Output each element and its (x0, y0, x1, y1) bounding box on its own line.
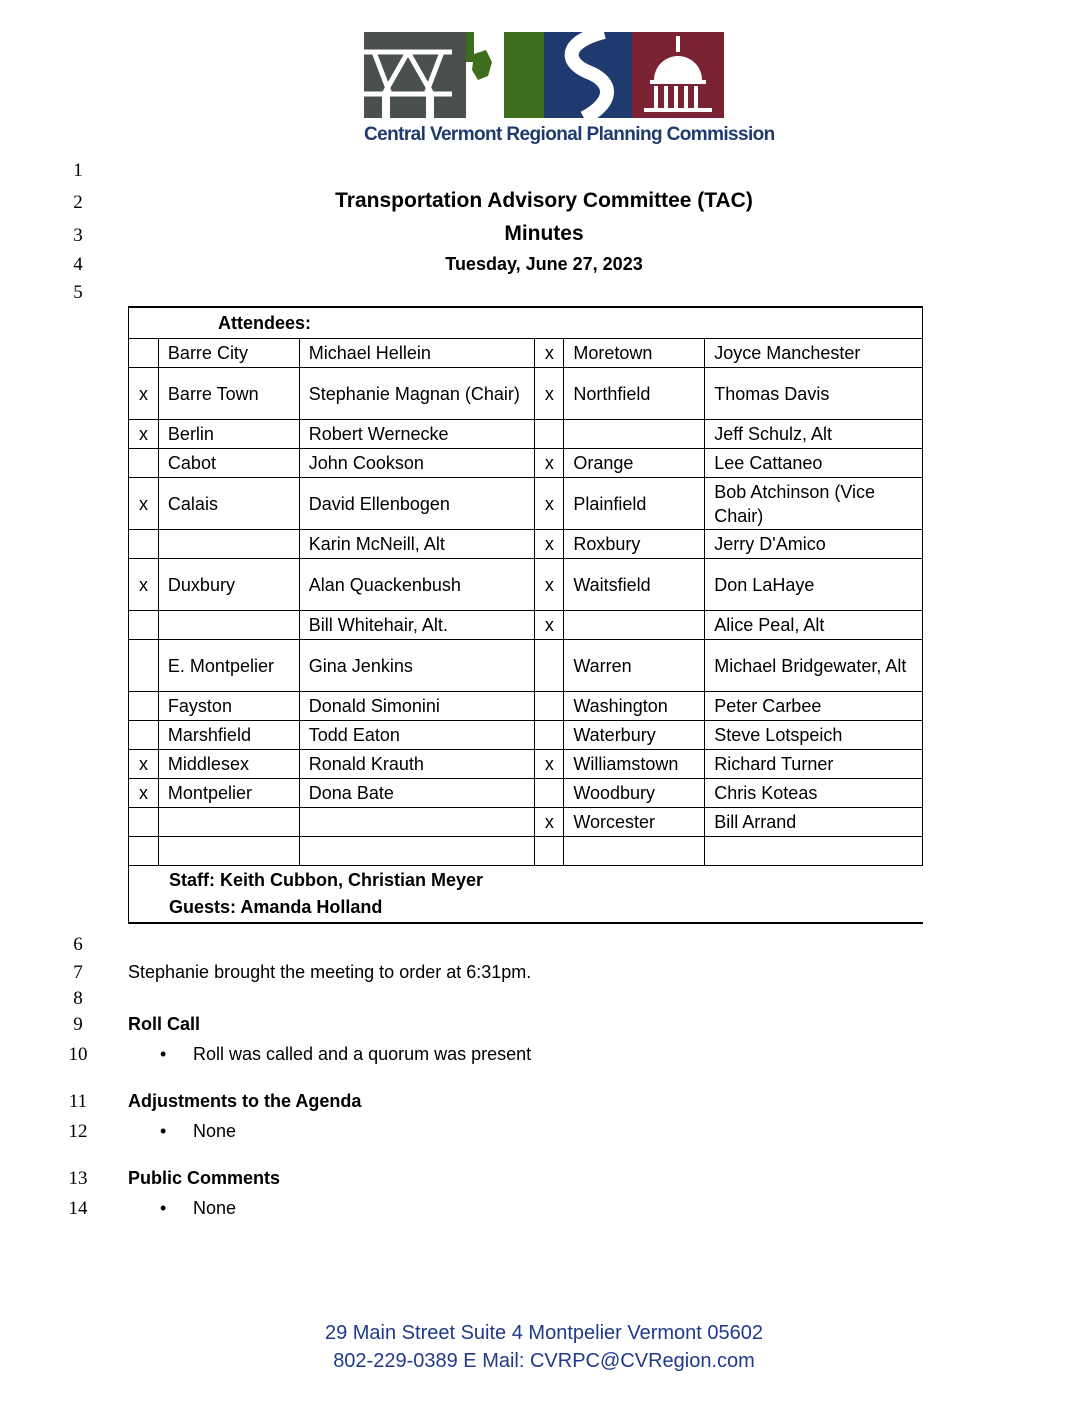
line-number: 14 (68, 1198, 88, 1219)
member-name: Bill Arrand (705, 808, 923, 837)
member-name: Bill Whitehair, Alt. (299, 611, 535, 640)
present-mark (129, 640, 159, 692)
vermont-map-tile (452, 32, 544, 118)
present-mark: x (535, 750, 564, 779)
present-mark: x (535, 339, 564, 368)
present-mark: x (129, 478, 159, 530)
member-name: John Cookson (299, 449, 535, 478)
table-row (129, 559, 923, 611)
bullet-icon: • (160, 1044, 167, 1064)
present-mark (129, 339, 159, 368)
member-name: Richard Turner (705, 750, 923, 779)
present-mark (129, 837, 159, 866)
line-number: 13 (68, 1168, 88, 1189)
footer-address: 29 Main Street Suite 4 Montpelier Vermont 05602 (324, 1322, 764, 1344)
footer-contact: 802-229-0389 E Mail: CVRPC@CVRegion.com (333, 1350, 755, 1372)
org-name: Central Vermont Regional Planning Commission (364, 124, 775, 145)
line-number: 2 (73, 192, 83, 213)
town-name: Waterbury (564, 721, 705, 750)
town-name: Northfield (564, 368, 705, 420)
present-mark: x (535, 530, 564, 559)
town-name: Orange (564, 449, 705, 478)
town-name (564, 837, 705, 866)
present-mark (535, 837, 564, 866)
member-name: Thomas Davis (705, 368, 923, 420)
member-name: Michael Hellein (299, 339, 535, 368)
staff-list: Staff: Keith Cubbon, Christian Meyer (169, 870, 484, 890)
line-number: 9 (73, 1014, 83, 1035)
table-row (129, 750, 923, 779)
member-name: Dona Bate (299, 779, 535, 808)
town-name: Woodbury (564, 779, 705, 808)
section-heading-roll-call: Roll Call (128, 1014, 201, 1034)
table-row (129, 611, 923, 640)
present-mark: x (535, 449, 564, 478)
town-name: Fayston (158, 692, 299, 721)
town-name (564, 611, 705, 640)
town-name: Roxbury (564, 530, 705, 559)
table-row (129, 692, 923, 721)
present-mark (535, 640, 564, 692)
present-mark (129, 692, 159, 721)
member-name: Lee Cattaneo (705, 449, 923, 478)
member-name: Joyce Manchester (705, 339, 923, 368)
section-heading-public-comments: Public Comments (128, 1168, 281, 1188)
present-mark: x (535, 559, 564, 611)
present-mark (535, 721, 564, 750)
present-mark: x (129, 420, 159, 449)
town-name: Worcester (564, 808, 705, 837)
meeting-date: Tuesday, June 27, 2023 (445, 254, 643, 274)
bridge-tile (364, 32, 452, 118)
town-name: Moretown (564, 339, 705, 368)
line-number: 1 (73, 160, 83, 181)
present-mark: x (129, 368, 159, 420)
bullet-text: None (193, 1198, 237, 1218)
capitol-tile (632, 32, 724, 118)
town-name: Berlin (158, 420, 299, 449)
member-name: Jeff Schulz, Alt (705, 420, 923, 449)
table-row (129, 368, 923, 420)
line-number: 12 (68, 1121, 88, 1142)
present-mark (535, 692, 564, 721)
line-number: 5 (73, 282, 83, 303)
member-name: Karin McNeill, Alt (299, 530, 535, 559)
member-name: Chris Koteas (705, 779, 923, 808)
opening-statement: Stephanie brought the meeting to order at 6:31pm. (128, 962, 532, 982)
member-name: Peter Carbee (705, 692, 923, 721)
town-name: Williamstown (564, 750, 705, 779)
bullet-text: Roll was called and a quorum was present (193, 1044, 532, 1064)
present-mark (535, 420, 564, 449)
table-row (129, 449, 923, 478)
town-name: Middlesex (158, 750, 299, 779)
town-name: Barre Town (158, 368, 299, 420)
section-heading-adjustments: Adjustments to the Agenda (128, 1091, 362, 1111)
present-mark: x (129, 559, 159, 611)
present-mark: x (129, 750, 159, 779)
member-name: Stephanie Magnan (Chair) (299, 368, 535, 420)
member-name (705, 837, 923, 866)
town-name: Cabot (158, 449, 299, 478)
member-name: Don LaHaye (705, 559, 923, 611)
town-name: Calais (158, 478, 299, 530)
present-mark (535, 779, 564, 808)
member-name: Gina Jenkins (299, 640, 535, 692)
present-mark (129, 721, 159, 750)
line-number: 3 (73, 225, 83, 246)
line-number: 4 (73, 254, 83, 275)
line-number: 11 (68, 1091, 88, 1112)
document-title: Transportation Advisory Committee (TAC) (335, 189, 753, 212)
town-name: E. Montpelier (158, 640, 299, 692)
member-name: Steve Lotspeich (705, 721, 923, 750)
town-name: Washington (564, 692, 705, 721)
table-row (129, 721, 923, 750)
town-name: Waitsfield (564, 559, 705, 611)
line-number: 6 (73, 934, 83, 955)
present-mark (129, 449, 159, 478)
bullet-text: None (193, 1121, 237, 1141)
list-item (160, 1044, 531, 1065)
member-name: Alice Peal, Alt (705, 611, 923, 640)
member-name: David Ellenbogen (299, 478, 535, 530)
bullet-icon: • (160, 1121, 167, 1141)
present-mark: x (535, 611, 564, 640)
town-name: Marshfield (158, 721, 299, 750)
table-row (129, 339, 923, 368)
town-name: Plainfield (564, 478, 705, 530)
member-name: Donald Simonini (299, 692, 535, 721)
list-item (160, 1198, 236, 1219)
member-name: Ronald Krauth (299, 750, 535, 779)
table-row (129, 530, 923, 559)
table-row (129, 837, 923, 866)
guests-list: Guests: Amanda Holland (169, 897, 383, 917)
present-mark: x (535, 808, 564, 837)
present-mark: x (535, 368, 564, 420)
line-number: 10 (68, 1044, 88, 1065)
member-name: Jerry D'Amico (705, 530, 923, 559)
cvrpc-logo (364, 32, 775, 152)
table-row (129, 478, 923, 530)
member-name (299, 837, 535, 866)
member-name: Michael Bridgewater, Alt (705, 640, 923, 692)
present-mark (129, 808, 159, 837)
line-number: 8 (73, 988, 83, 1009)
town-name: Montpelier (158, 779, 299, 808)
town-name (564, 420, 705, 449)
table-row (129, 640, 923, 692)
member-name: Bob Atchinson (Vice Chair) (705, 478, 923, 530)
town-name (158, 611, 299, 640)
town-name (158, 530, 299, 559)
staff-guests-cell (129, 866, 923, 924)
line-number: 7 (73, 962, 83, 983)
member-name: Robert Wernecke (299, 420, 535, 449)
present-mark (129, 530, 159, 559)
present-mark (129, 611, 159, 640)
bullet-icon: • (160, 1198, 167, 1218)
table-row (129, 779, 923, 808)
town-name (158, 837, 299, 866)
attendees-label: Attendees: (129, 307, 923, 339)
member-name: Todd Eaton (299, 721, 535, 750)
present-mark: x (535, 478, 564, 530)
present-mark: x (129, 779, 159, 808)
member-name: Alan Quackenbush (299, 559, 535, 611)
table-row (129, 808, 923, 837)
river-tile (544, 32, 632, 118)
town-name: Barre City (158, 339, 299, 368)
member-name (299, 808, 535, 837)
document-subtitle: Minutes (504, 222, 584, 245)
attendees-table (128, 306, 923, 924)
town-name: Duxbury (158, 559, 299, 611)
town-name (158, 808, 299, 837)
town-name: Warren (564, 640, 705, 692)
table-row (129, 420, 923, 449)
list-item (160, 1121, 236, 1142)
